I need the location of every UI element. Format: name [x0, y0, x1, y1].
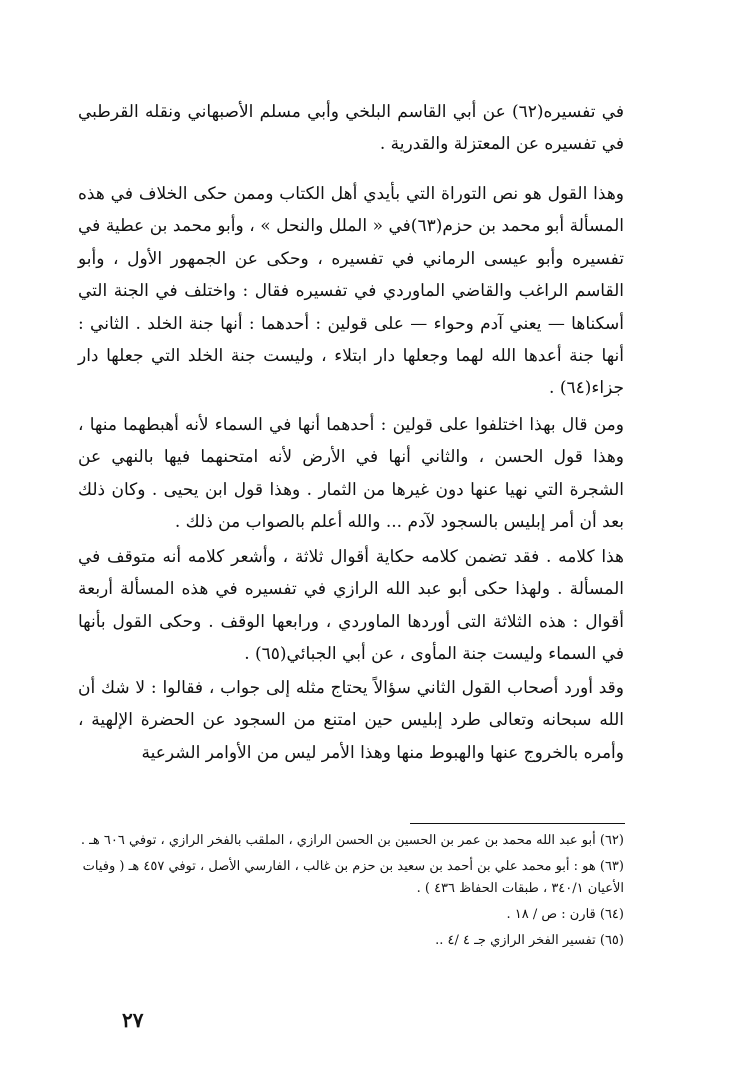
paragraph-text: ومن قال بهذا اختلفوا على قولين : أحدهما أنها في السماء لأنه أهبطهما منها ، وهذا قول الحسن ، والثاني أنها في الأرض لأنه امتحنهما فيها بالنهي عن الشجرة التي نهيا عنها دون غيرها من الثمار . وهذا قول ابن يحيى . وكان ذلك بعد أن أمر إبليس بالسجود لآدم ... والله أعلم بالصواب من ذلك . — [78, 415, 624, 533]
footnote-62: (٦٢) أبو عبد الله محمد بن عمر بن الحسين بن الحسن الرازي ، الملقب بالفخر الرازي ، توفي ٦٠٦ هـ . — [80, 833, 624, 848]
footnote-divider — [410, 823, 625, 824]
paragraph-text: هذا كلامه . فقد تضمن كلامه حكاية أقوال ثلاثة ، وأشعر كلامه أنه متوقف في المسألة . ولهذا حكى أبو عبد الله الرازي في تفسيره في هذه المسألة أربعة أقوال : هذه الثلاثة التى أوردها الماوردي ، ورابعها الوقف . وحكى القول بأنها في السماء وليست جنة المأوى ، عن أبي الجبائي(٦٥) . — [78, 547, 624, 665]
body-paragraph-1 — [78, 96, 624, 161]
paragraph-text: في تفسيره(٦٢) عن أبي القاسم البلخي وأبي مسلم الأصبهاني ونقله القرطبي في تفسيره عن المعتزلة والقدرية . — [78, 102, 624, 155]
footnote-64: (٦٤) قارن : ص / ١٨ . — [506, 907, 624, 922]
body-paragraph-5 — [78, 672, 624, 769]
body-paragraph-3 — [78, 409, 624, 539]
footnotes-section — [78, 830, 624, 956]
footnote-65: (٦٥) تفسير الفخر الرازي جـ ٤ /٤ .. — [435, 933, 624, 948]
body-paragraph-2 — [78, 178, 624, 405]
body-paragraph-4 — [78, 541, 624, 671]
paragraph-text: وقد أورد أصحاب القول الثاني سؤالاً يحتاج مثله إلى جواب ، فقالوا : لا شك أن الله سبحانه وتعالى طرد إبليس حين امتنع من السجود عن الحضرة الإلهية ، وأمره بالخروج عنها والهبوط منها وهذا الأمر ليس من الأوامر الشرعية — [78, 678, 624, 763]
footnote-63: (٦٣) هو : أبو محمد علي بن أحمد بن سعيد بن حزم بن غالب ، الفارسي الأصل ، توفي ٤٥٧ هـ ( وفيات الأعيان ٣٤٠/١ ، طبقات الحفاظ ٤٣٦ ) . — [82, 859, 624, 896]
page-number: ٢٧ — [122, 1008, 144, 1032]
paragraph-text: وهذا القول هو نص التوراة التي بأيدي أهل الكتاب وممن حكى الخلاف في هذه المسألة أبو محمد بن حزم(٦٣)في « الملل والنحل » ، وأبو محمد بن عطية في تفسيره وأبو عيسى الرماني في تفسيره ، وحكى عن الجمهور الأول ، وأبو القاسم الراغب والقاضي الماوردي في تفسيره فقال : واختلف في الجنة التي أسكناها — يعني آدم وحواء — على قولين : أحدهما : أنها جنة الخلد . الثاني : أنها جنة أعدها الله لهما وجعلها دار ابتلاء ، وليست جنة الخلد التي جعلها دار جزاء(٦٤) . — [78, 184, 624, 399]
